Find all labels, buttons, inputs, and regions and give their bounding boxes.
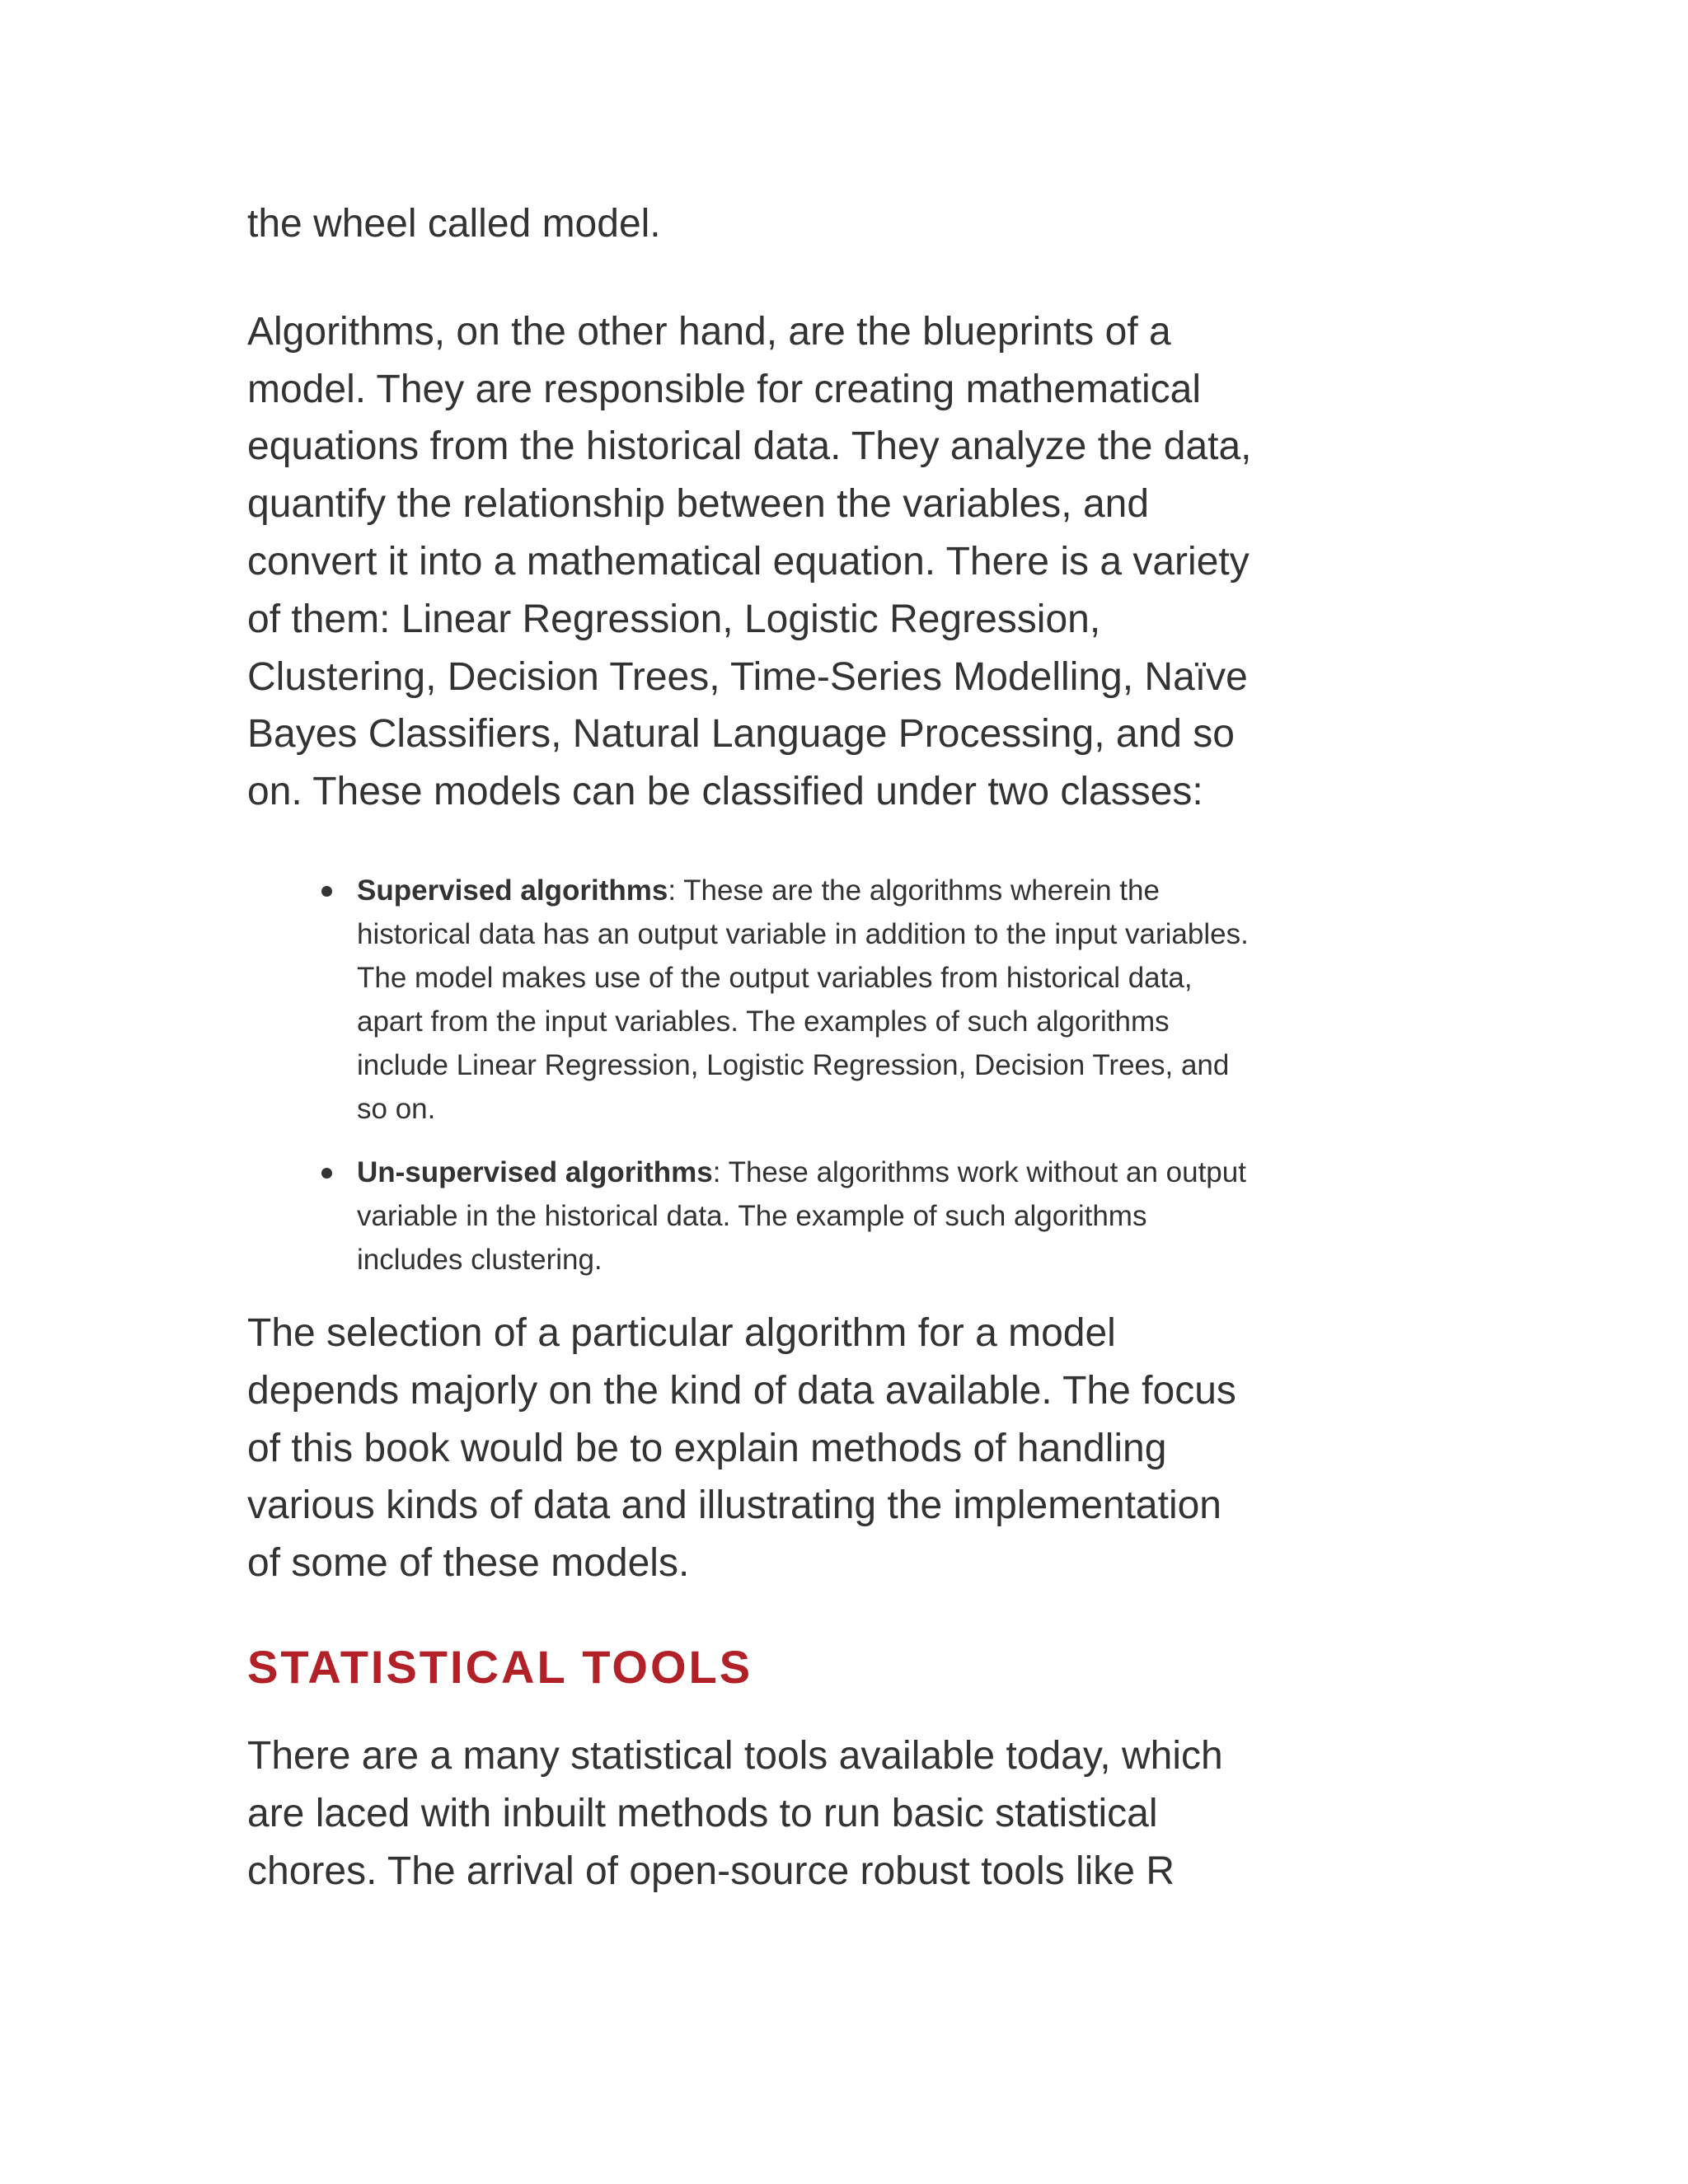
algorithm-classes-list: [247, 869, 1253, 1282]
bullet-text: : These algorithms work without an output variable in the historical data. The example of such algorithms includes clustering.: [357, 1155, 1246, 1276]
paragraph-statistical-tools: There are a many statistical tools available today, which are laced with inbuilt methods to run basic statistical chores. The arrival of open-source robust tools like R: [247, 1733, 1223, 1893]
bullet-text: : These are the algorithms wherein the historical data has an output variable in addition to the input variables. The model makes use of the output variables from historical data, apart from the input variables. The examples of such algorithms include Linear Regression, Logistic Regression, Decision Trees, and so on.: [357, 874, 1249, 1125]
section-heading: STATISTICAL TOOLS: [247, 1640, 753, 1693]
list-item-unsupervised: [357, 1151, 1253, 1282]
document-page: [247, 195, 1253, 1900]
bullet-icon: [321, 1168, 332, 1179]
list-item-supervised: [357, 869, 1253, 1131]
paragraph-intro-tail: the wheel called model.: [247, 202, 661, 246]
bullet-term: Supervised algorithms: [357, 874, 668, 907]
paragraph-algorithms: Algorithms, on the other hand, are the blueprints of a model. They are responsible for creating mathematical equations from the historical data. They analyze the data, quantify the relationship between the variables, and convert it into a mathematical equation. There is a variety of them: Linear Regression, Logistic Regression, Clustering, Decision Trees, Time-Series Modelling, Naïve Bayes Classifiers, Natural Language Processing, and so on. These models can be classified under two classes:: [247, 309, 1252, 814]
bullet-term: Un-supervised algorithms: [357, 1155, 713, 1188]
paragraph-algorithm-selection: The selection of a particular algorithm for a model depends majorly on the kind of data available. The focus of this book would be to explain methods of handling various kinds of data and illustrating the implementation of some of these models.: [247, 1310, 1236, 1586]
bullet-icon: [321, 886, 332, 897]
